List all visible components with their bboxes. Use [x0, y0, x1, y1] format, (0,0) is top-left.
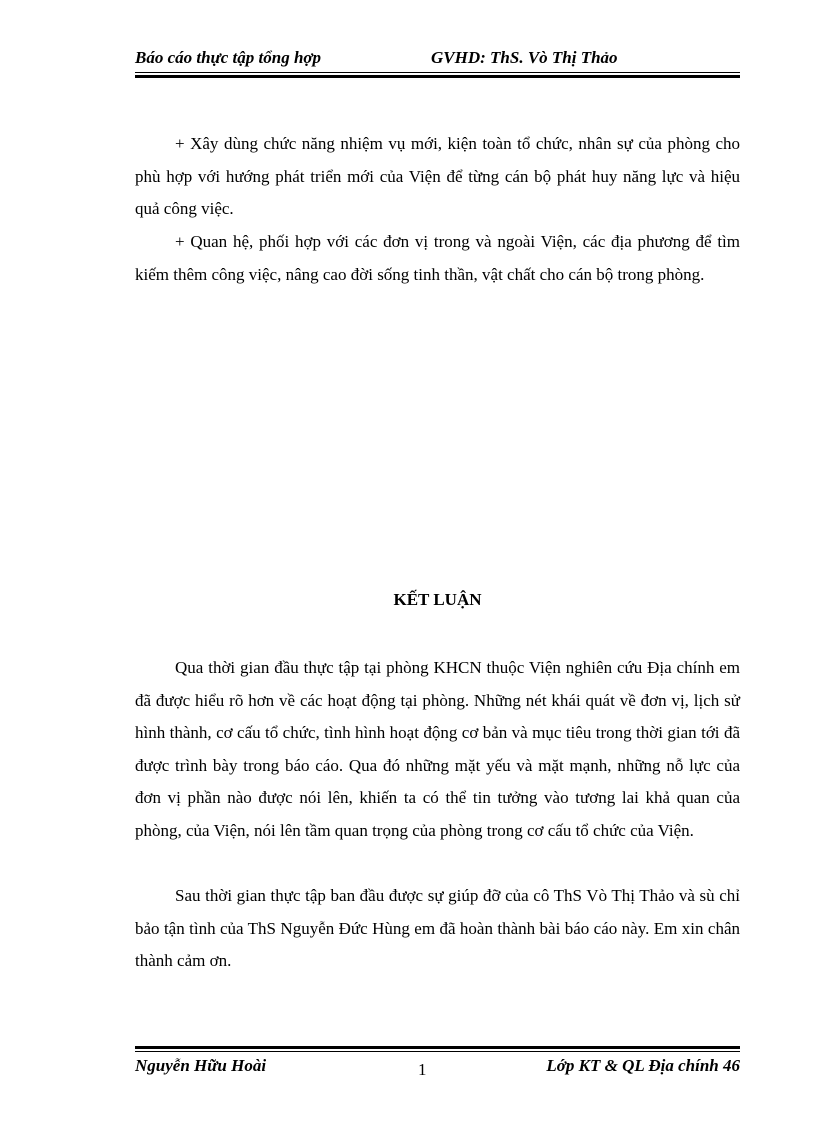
paragraph-conclusion-1-text: Qua thời gian đầu thực tập tại phòng KHCN thuộc Viện nghiên cứu Địa chính em đã được hiểu rõ hơn về các hoạt động tại phòng. Những nét khái quát về đơn vị, lịch sử hình thành, cơ cấu tổ chức, tình hình hoạt động cơ bản và mục tiêu trong thời gian tới đã được trình bày trong báo cáo. Qua đó những mặt yếu và mặt mạnh, những nỗ lực của đơn vị phần nào được nói lên, khiến ta có thể tin tưởng vào tương lai khả quan của phòng, của Viện, nói lên tầm quan trọng của phòng trong cơ cấu tổ chức của Viện. [135, 658, 740, 840]
header-supervisor: GVHD: ThS. Vò Thị Thảo [431, 48, 618, 67]
paragraph-task-1 [135, 128, 740, 226]
header-report-title: Báo cáo thực tập tổng hợp [135, 48, 322, 67]
footer-rule-thick [135, 1046, 740, 1049]
footer-class: Lớp KT & QL Địa chính 46 [546, 1056, 740, 1075]
page-number: 1 [418, 1060, 427, 1079]
conclusion-title: KẾT LUẬN [393, 590, 482, 609]
header-rule-thin [135, 72, 740, 73]
footer-author: Nguyễn Hữu Hoài [135, 1056, 267, 1075]
paragraph-conclusion-2-text: Sau thời gian thực tập ban đầu được sự giúp đỡ của cô ThS Vò Thị Thảo và sù chỉ bảo tận tình của ThS Nguyễn Đức Hùng em đã hoàn thành bài báo cáo này. Em xin chân thành cảm ơn. [135, 886, 740, 970]
paragraph-task-1-text: + Xây dùng chức năng nhiệm vụ mới, kiện toàn tổ chức, nhân sự của phòng cho phù hợp với hướng phát triển mới của Viện để từng cán bộ phát huy năng lực và hiệu quả công việc. [135, 134, 740, 218]
header-rule-thick [135, 75, 740, 78]
paragraph-conclusion-2 [135, 880, 740, 978]
footer-rule-thin [135, 1051, 740, 1052]
paragraph-conclusion-1 [135, 652, 740, 847]
paragraph-task-2 [135, 226, 740, 291]
paragraph-task-2-text: + Quan hệ, phối hợp với các đơn vị trong và ngoài Viện, các địa phương để tìm kiếm thêm công việc, nâng cao đời sống tinh thần, vật chất cho cán bộ trong phòng. [135, 232, 740, 284]
page-header [135, 48, 740, 72]
